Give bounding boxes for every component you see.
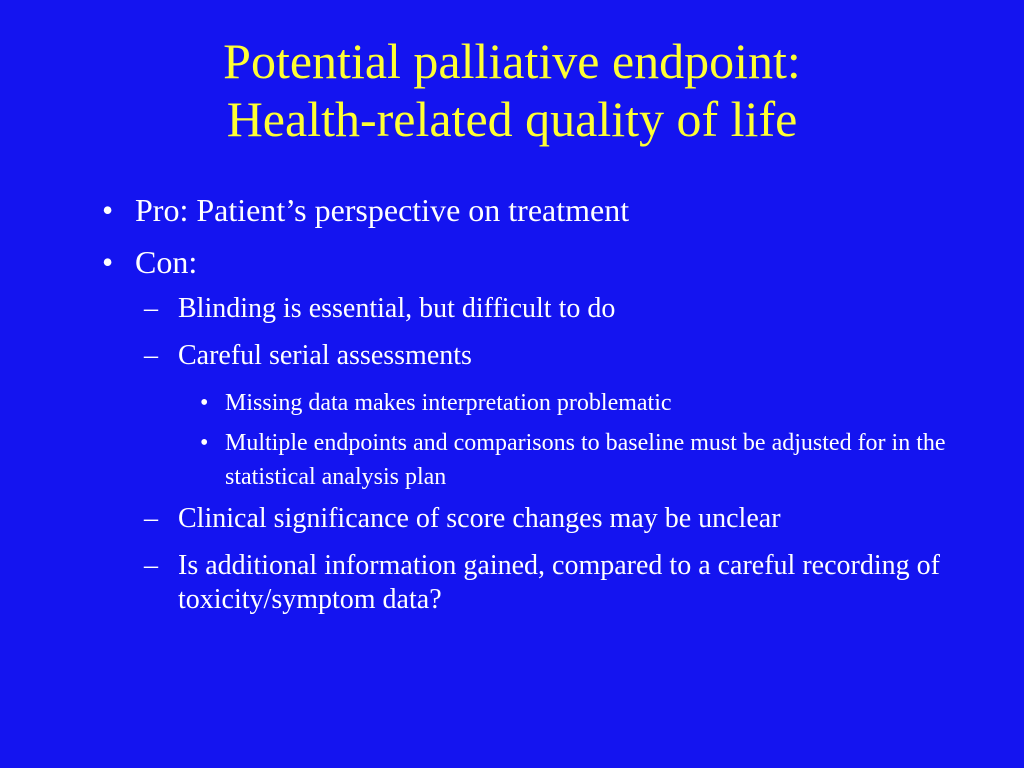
slide-title: [0, 32, 1024, 148]
con-item-blinding: [100, 292, 980, 326]
bullet-pro-text: Pro: Patient’s perspective on treatment: [135, 192, 630, 228]
serial-subitem-missing-data: [100, 386, 980, 420]
title-line-1: Potential palliative endpoint:: [223, 33, 801, 89]
con-item-serial-assessments: [100, 339, 980, 373]
bullet-marker: •: [102, 244, 114, 280]
bullet-con-text: Con:: [135, 244, 198, 280]
con-item-text: Careful serial assessments: [178, 340, 472, 371]
dash-marker: –: [144, 340, 158, 371]
con-item-additional-information: [100, 549, 980, 617]
serial-subitem-multiple-endpoints: [100, 426, 980, 494]
dash-marker: –: [144, 293, 158, 324]
con-item-text: Is additional information gained, compared to a careful recording of toxicity/symptom data?: [178, 550, 940, 615]
dash-marker: –: [144, 503, 158, 534]
serial-subitem-text: Missing data makes interpretation problematic: [225, 390, 672, 416]
bullet-pro: [100, 188, 980, 232]
dash-marker: –: [144, 550, 158, 581]
bullet-list: [100, 188, 980, 630]
title-line-2: Health-related quality of life: [226, 91, 798, 147]
con-item-clinical-significance: [100, 502, 980, 536]
bullet-con: [100, 240, 980, 284]
serial-subitem-text: Multiple endpoints and comparisons to baseline must be adjusted for in the statistical analysis plan: [225, 430, 946, 490]
con-item-text: Clinical significance of score changes may be unclear: [178, 503, 781, 534]
bullet-marker: •: [102, 192, 114, 228]
bullet-marker: •: [200, 390, 209, 416]
bullet-marker: •: [200, 430, 209, 456]
con-item-text: Blinding is essential, but difficult to do: [178, 293, 616, 324]
